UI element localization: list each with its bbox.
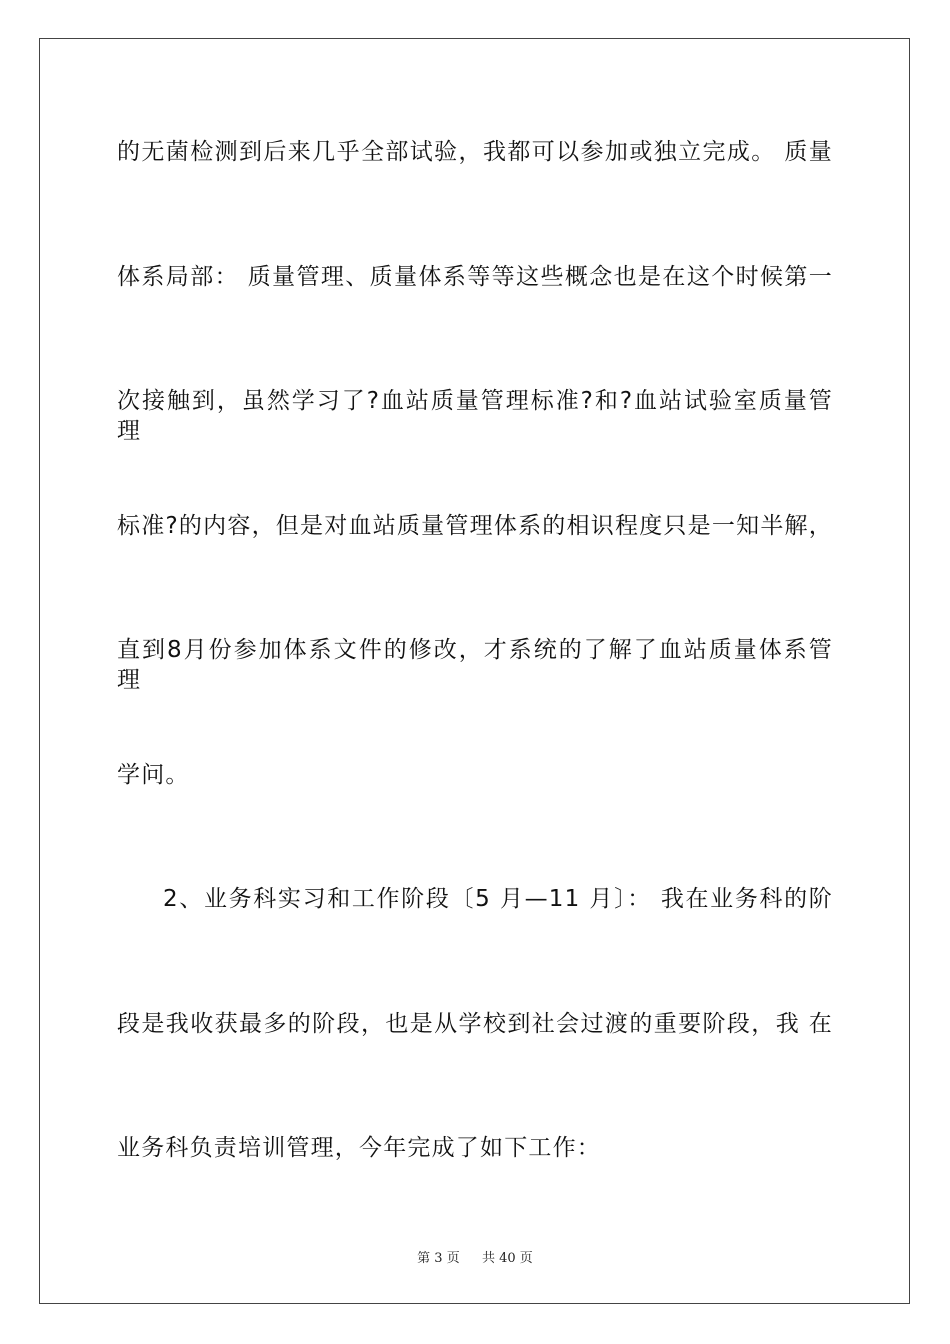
text-line-6: 学问。 [117,762,190,788]
text-line-2: 体系局部： 质量管理、质量体系等等这些概念也是在这个时候第一 [117,264,833,290]
text-line-8: 段是我收获最多的阶段，也是从学校到社会过渡的重要阶段，我 在 [117,1011,833,1037]
page-number: 第 3 页 [417,1251,460,1266]
text-line-3: 次接触到，虽然学习了?血站质量管理标准?和?血站试验室质量管理 [117,388,833,444]
text-line-7: 2、业务科实习和工作阶段〔5 月—11 月〕： 我在业务科的阶 [163,886,833,912]
text-line-1: 的无菌检测到后来几乎全部试验，我都可以参加或独立完成。 质量 [117,139,833,165]
page-total: 共 40 页 [482,1251,533,1266]
text-line-4: 标准?的内容，但是对血站质量管理体系的相识程度只是一知半解， [117,513,833,539]
page-footer [0,1247,950,1266]
text-line-5: 直到8月份参加体系文件的修改，才系统的了解了血站质量体系管理 [117,637,833,693]
page-border [39,38,910,1304]
text-line-9: 业务科负责培训管理，今年完成了如下工作： [117,1135,601,1161]
